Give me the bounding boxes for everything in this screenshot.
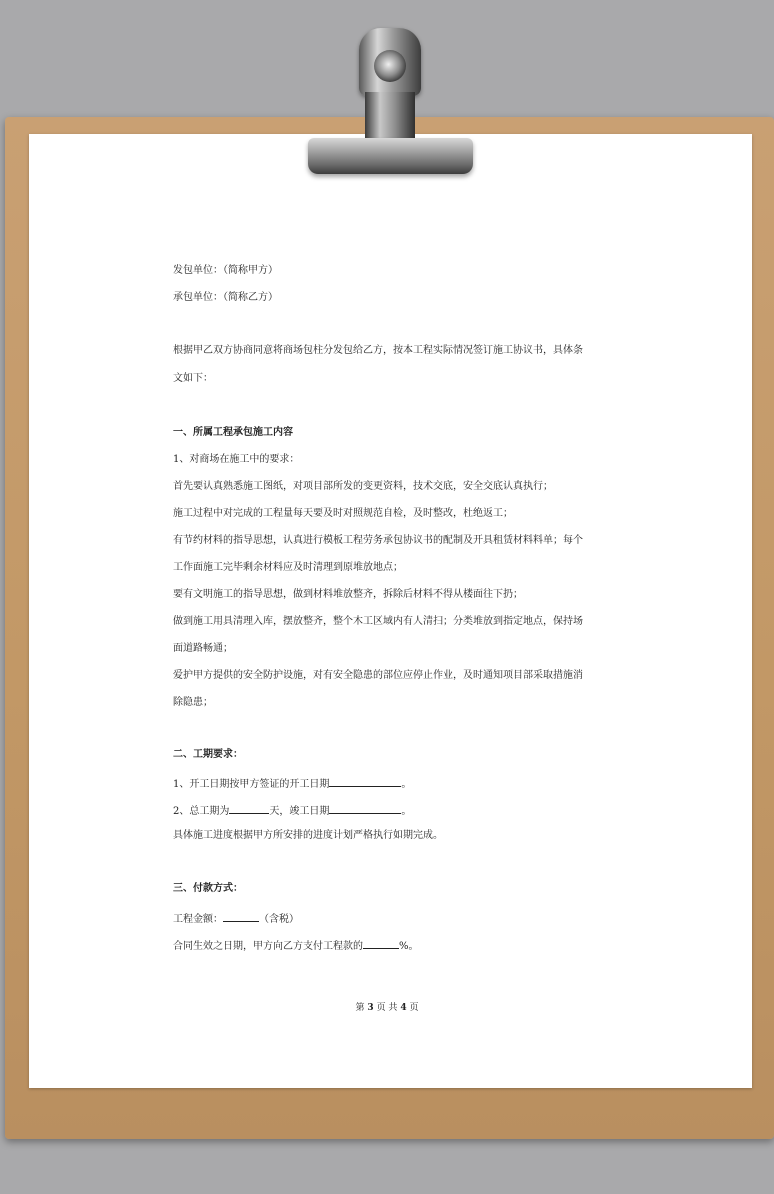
section1-line: 首先要认真熟悉施工图纸，对项目部所发的变更资料，技术交底，安全交底认真执行； (173, 481, 553, 492)
clip-base-icon (308, 138, 473, 174)
section1-line: 做到施工用具清理入库，摆放整齐，整个木工区域内有人清扫；分类堆放到指定地点，保持场 (173, 616, 583, 627)
footer-suffix: 页 (409, 1003, 419, 1013)
footer-middle: 页 共 (376, 1003, 398, 1013)
start-date-line (173, 775, 411, 792)
section1-line: 要有文明施工的指导思想，做到材料堆放整齐，拆除后材料不得从楼面往下扔； (173, 589, 523, 600)
footer-page-number: 3 (367, 1003, 374, 1013)
footer-prefix: 第 (355, 1003, 365, 1013)
start-date-label: 1、开工日期按甲方签证的开工日期 (173, 779, 330, 790)
payment-label: 合同生效之日期，甲方向乙方支付工程款的 (173, 941, 363, 952)
section1-line: 工作面施工完毕剩余材料应及时清理到原堆放地点； (173, 562, 403, 573)
party-a-line: 发包单位：（简称甲方） (173, 265, 278, 276)
duration-label: 2、总工期为 (173, 806, 230, 817)
clip-rivet-icon (374, 50, 406, 82)
section1-line: 除隐患； (173, 697, 213, 708)
section2-heading: 二、工期要求： (173, 749, 243, 760)
section1-line: 面道路畅通； (173, 643, 233, 654)
start-date-blank (329, 775, 401, 787)
section1-line: 爱护甲方提供的安全防护设施，对有安全隐患的部位应停止作业，及时通知项目部采取措施消 (173, 670, 583, 681)
amount-line (173, 910, 299, 927)
payment-percent-suffix: %。 (399, 941, 419, 952)
payment-line (173, 937, 419, 954)
start-date-end: 。 (401, 779, 412, 790)
section1-item1: 1、对商场在施工中的要求： (173, 454, 300, 465)
completion-date-blank (329, 802, 401, 814)
duration-blank (229, 802, 269, 814)
clip-neck-icon (365, 92, 415, 140)
duration-end: 。 (401, 806, 412, 817)
section1-line: 有节约材料的指导思想，认真进行模板工程劳务承包协议书的配制及开具租赁材料料单；每个 (173, 535, 583, 546)
intro-line-2: 文如下： (173, 373, 213, 384)
amount-tax-note: （含税） (259, 914, 299, 925)
page-footer (0, 1000, 774, 1013)
intro-line-1: 根据甲乙双方协商同意将商场包柱分发包给乙方，按本工程实际情况签订施工协议书，具体条 (173, 345, 583, 356)
section3-heading: 三、付款方式： (173, 883, 243, 894)
section1-line: 施工过程中对完成的工程量每天要及时对照规范自检，及时整改，杜绝返工； (173, 508, 513, 519)
party-b-line: 承包单位：（简称乙方） (173, 292, 278, 303)
payment-percent-blank (363, 937, 399, 949)
amount-label: 工程金额： (173, 914, 223, 925)
duration-line (173, 802, 411, 819)
schedule-line: 具体施工进度根据甲方所安排的进度计划严格执行如期完成。 (173, 830, 443, 841)
completion-date-label: 天，竣工日期 (269, 806, 330, 817)
section1-heading: 一、所属工程承包施工内容 (173, 427, 293, 438)
footer-total-pages: 4 (400, 1003, 407, 1013)
amount-blank (223, 910, 259, 922)
